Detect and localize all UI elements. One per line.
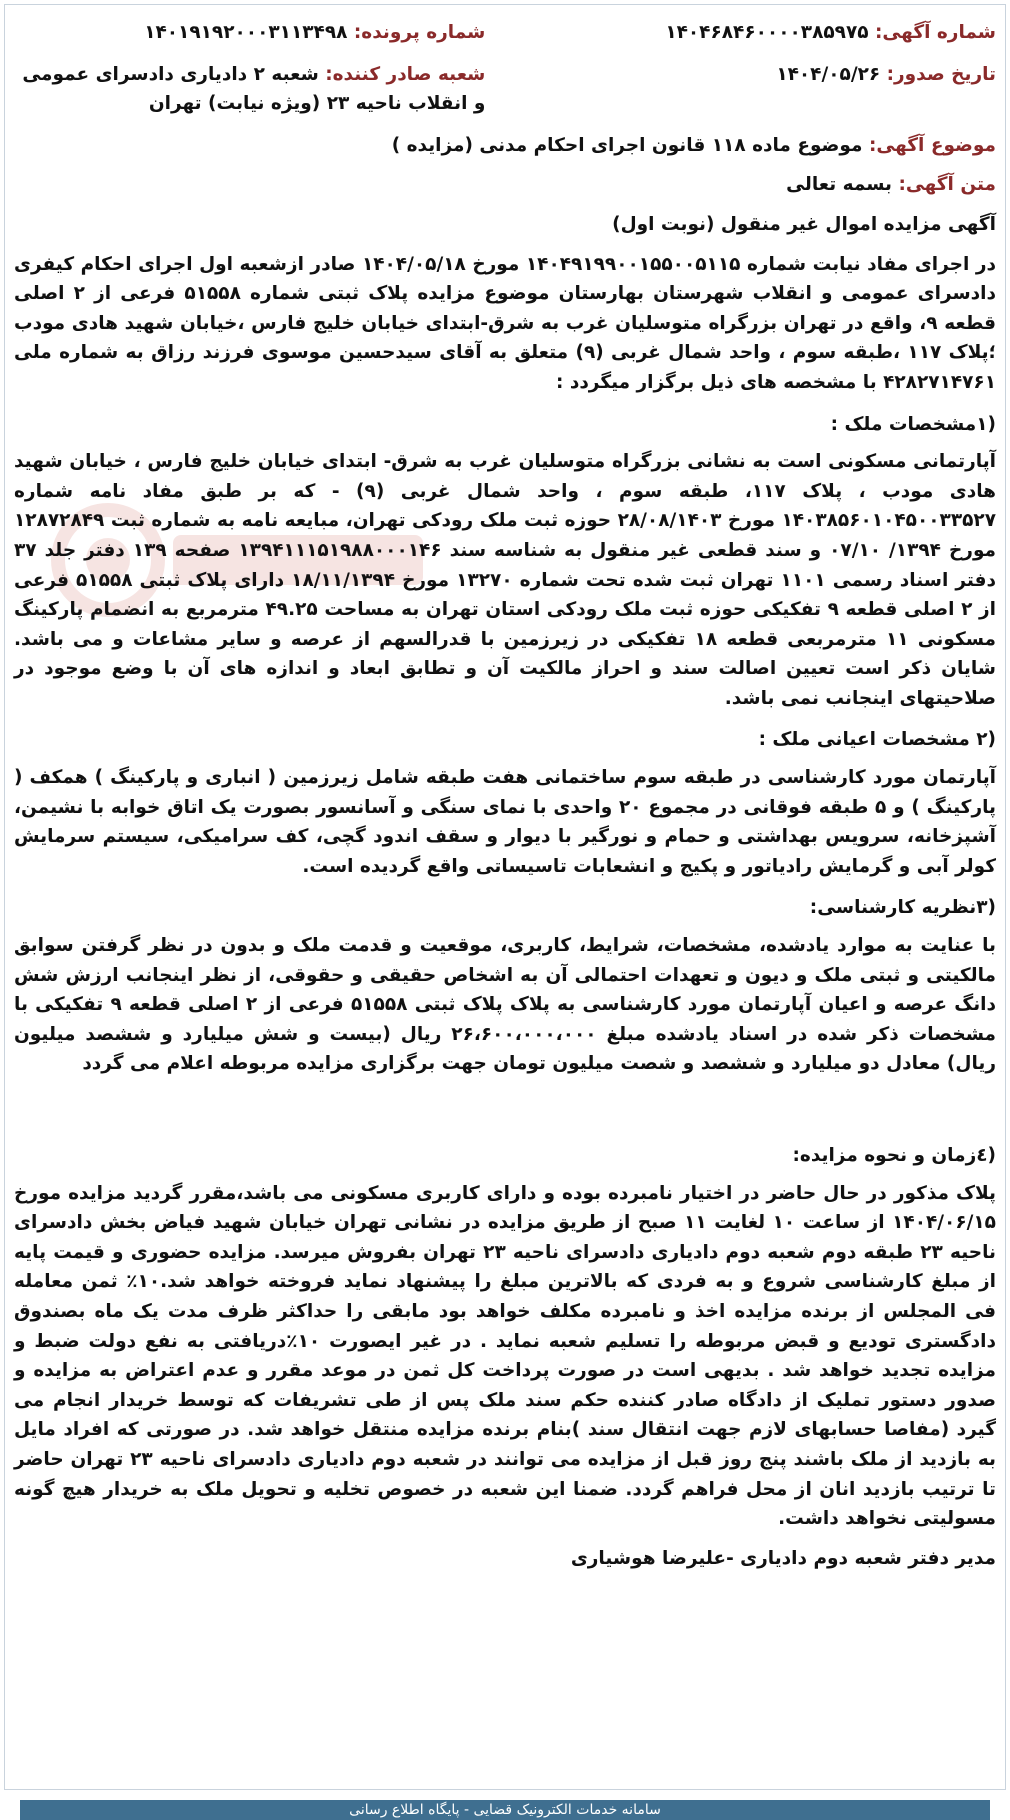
ad-number-field: [525, 18, 996, 48]
branch-label: شعبه صادر کننده:: [325, 63, 486, 85]
subject-field: [14, 131, 996, 161]
text-label: متن آگهی:: [898, 174, 996, 196]
branch-value: شعبه ۲ دادیاری دادسرای عمومی و انقلاب ناحیه ۲۳ (ویژه نیابت) تهران: [22, 63, 486, 115]
section-1-title: (۱مشخصات ملک :: [830, 413, 996, 435]
intro-paragraph: در اجرای مفاد نیابت شماره ۱۴۰۴۹۱۹۹۰۰۱۵۵۰۰۵۱۱۵ مورخ ۱۴۰۴/۰۵/۱۸ صادر ازشعبه اول اجرای احکام کیفری دادسرای عمومی و انقلاب شهرستان بهارستان موضوع مزایده پلاک ثبتی شماره ۵۱۵۵۸ فرعی از ۲ اصلی قطعه ۹، واقع در تهران بزرگراه متوسلیان غرب به شرق-ابتدای خیابان خلیج فارس ،خیابان شهید هادی مودب ؛پلاک ۱۱۷ ،طبقه سوم ، واحد شمال غربی (۹) متعلق به آقای سیدحسین موسوی فرزند رزاق به شماره ملی ۴۲۸۲۷۱۴۷۶۱ با مشخصه های ذیل برگزار میگردد :: [14, 253, 996, 393]
header-row-1: [14, 18, 996, 48]
section-4-title: (٤زمان و نحوه مزایده:: [792, 1145, 996, 1166]
header-row-2: [14, 60, 996, 119]
footer-bar: سامانه خدمات الکترونیک قضایی - پایگاه اطلاع رسانی: [20, 1800, 990, 1820]
file-number-field: [14, 18, 485, 48]
section-3-text: با عنایت به موارد یادشده، مشخصات، شرایط، کاربری، موقعیت و قدمت ملک و بدون در نظر گرفتن سوابق مالکیتی و ثبتی ملک و دیون و تعهدات احتمالی آن به اشخاص حقیقی و حقوقی، از نظر اینجانب ارزش شش دانگ عرصه و اعیان آپارتمان مورد کارشناسی به پلاک پلاک ثبتی ۵۱۵۵۸ فرعی از ۲ اصلی قطعه ۹ تفکیکی با مشخصات ذکر شده در اسناد یادشده مبلغ ۲۶،۶۰۰،۰۰۰،۰۰۰ ریال (بیست و شش میلیارد و ششصد میلیون ریال) معادل دو میلیارد و ششصد و شصت میلیون تومان جهت برگزاری مزایده مربوطه اعلام می گردد: [14, 935, 997, 1075]
branch-field: [14, 60, 485, 119]
file-number-label: شماره پرونده:: [353, 22, 486, 43]
subject-label: موضوع آگهی:: [868, 134, 996, 156]
text-opening: بسمه تعالی: [786, 174, 893, 196]
file-number-value: ۱۴۰۱۹۱۹۲۰۰۰۳۱۱۳۴۹۸: [144, 22, 348, 43]
issue-date-label: تاریخ صدور:: [886, 63, 996, 85]
section-2-text: آپارتمان مورد کارشناسی در طبقه سوم ساختمانی هفت طبقه شامل زیرزمین ( انباری و پارکینگ ) همکف ( پارکینگ ) و ۵ طبقه فوقانی در مجموع ۲۰ واحدی با نمای سنگی و آسانسور بصورت یک اتاق خوابه با نشیمن، آشپزخانه، سرویس بهداشتی و حمام و نورگیر با دیوار و سقف اندود گچی، کف سرامیکی، سیستم سرمایش کولر آبی و گرمایش رادیاتور و پکیج و انشعابات تاسیساتی واقع گردیده است.: [14, 767, 996, 877]
subject-value: موضوع ماده ۱۱۸ قانون اجرای احکام مدنی (مزایده ): [391, 134, 863, 156]
issue-date-value: ۱۴۰۴/۰۵/۲۶: [776, 63, 881, 85]
text-field: [14, 170, 996, 200]
section-3-title: (۳نظریه کارشناسی:: [809, 897, 996, 919]
section-2-title: (۲ مشخصات اعیانی ملک :: [758, 729, 996, 751]
signature: مدیر دفتر شعبه دوم دادیاری -علیرضا هوشیاری: [570, 1547, 996, 1569]
spacer: [14, 1089, 996, 1129]
section-4-text: پلاک مذکور در حال حاضر در اختیار نامبرده بوده و دارای کاربری مسکونی می باشد،مقرر گردید مزایده مورخ ۱۴۰۴/۰۶/۱۵ از ساعت ۱۰ لغایت ۱۱ صبح از طریق مزایده در نشانی تهران خیابان شهید فیاض بخش دادسرای ناحیه ۲۳ طبقه دوم شعبه دوم دادیاری دادسرای ناحیه ۲۳ تهران بفروش میرسد. مزایده حضوری و قیمت پایه از مبلغ کارشناسی شروع و به فردی که بالاترین مبلغ را پیشنهاد نماید فروخته خواهد شد.۱۰٪ ثمن معامله فی المجلس از برنده مزایده اخذ و نامبرده مکلف خواهد بود مابقی را حداکثر ظرف مدت یک ماه بصندوق دادگستری تودیع و قبض مربوطه را تسلیم شعبه نماید . در غیر ایصورت ۱۰٪دریافتی به نفع دولت ضبط و مزایده تجدید خواهد شد . بدیهی است در صورت پرداخت کل ثمن در موعد مقرر و عدم اعتراض به مزایده و صدور دستور تملیک از دادگاه صادر کننده حکم سند ملک پس از طی تشریفات که توسط خریدار انجام می گیرد (مفاصا حسابهای لازم جهت انتقال سند )بنام برنده مزایده منتقل خواهد شد. در صورتی که افراد مایل به بازدید از ملک باشند پنج روز قبل از مزایده می توانند در شعبه دوم دادیاری دادسرای ناحیه ۲۳ تهران حاضر تا ترتیب بازدید انان از محل فراهم گردد. ضمنا این شعبه در خصوص تخلیه و تحویل ملک به خریدار هیچ گونه مسولیتی نخواهد داشت.: [14, 1182, 996, 1530]
notice-title: آگهی مزایده اموال غیر منقول (نوبت اول): [612, 213, 996, 235]
ad-number-value: ۱۴۰۴۶۸۴۶۰۰۰۰۳۸۵۹۷۵: [665, 22, 869, 43]
ad-number-label: شماره آگهی:: [875, 22, 996, 43]
document-page: [14, 18, 996, 1583]
section-1-text: آپارتمانی مسکونی است به نشانی بزرگراه متوسلیان غرب به شرق- ابتدای خیابان خلیج فارس ، خیابان شهید هادی مودب ، پلاک ۱۱۷، طبقه سوم ، واحد شمال غربی (۹) - که بر طبق مفاد نامه شماره ۱۴۰۳۸۵۶۰۱۰۴۵۰۰۳۳۵۲۷ مورخ ۲۸/۰۸/۱۴۰۳ حوزه ثبت ملک رودکی تهران، مبایعه نامه به شماره ثبت ۱۲۸۷۲۸۴۹ مورخ ۱۳۹۴/ ۰۷/۱۰ و سند قطعی غیر منقول به شناسه سند ۱۳۹۴۱۱۱۵۱۹۸۸۰۰۰۱۴۶ صفحه ۱۳۹ دفتر جلد ۳۷ دفتر اسناد رسمی ۱۱۰۱ تهران ثبت شده تحت شماره ۱۳۲۷۰ مورخ ۱۸/۱۱/۱۳۹۴ دارای پلاک ثبتی ۵۱۵۵۸ فرعی از ۲ اصلی قطعه ۹ تفکیکی حوزه ثبت ملک رودکی استان تهران به مساحت ۴۹.۲۵ مترمربع به انضمام پارکینگ مسکونی ۱۱ مترمربعی قطعه ۱۸ تفکیکی در زیرزمین با قدرالسهم از عرصه و سایر مشاعات و می باشد. شایان ذکر است تعیین اصالت سند و احراز مالکیت آن و تطابق ابعاد و اندازه های آن با وضع موجود در صلاحیتهای اینجانب نمی باشد.: [14, 451, 997, 709]
issue-date-field: [525, 60, 996, 90]
